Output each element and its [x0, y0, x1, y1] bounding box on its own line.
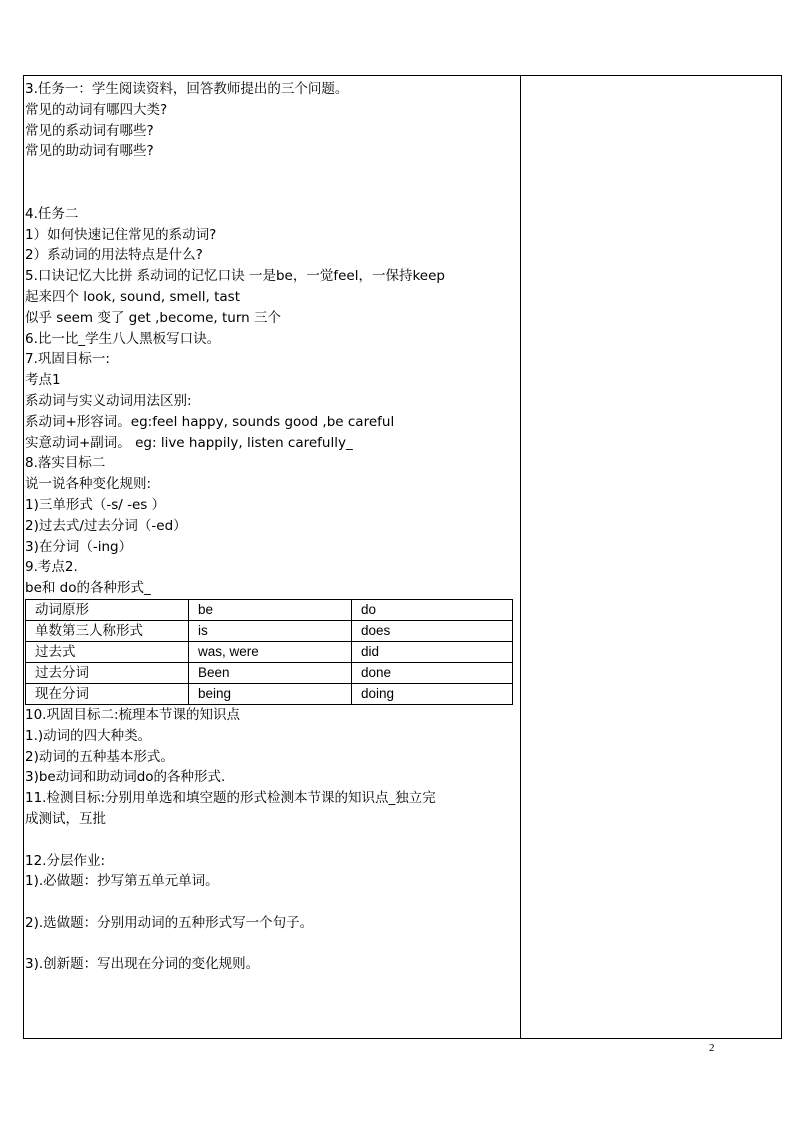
row-label: 过去分词 — [26, 662, 189, 683]
spacer — [25, 892, 519, 913]
task-10-item-3: 3)be动词和助动词do的各种形式. — [25, 769, 226, 786]
task-8-line-a: 说一说各种变化规则: — [25, 476, 152, 493]
task-12-item-1: 1).必做题：抄写第五单元单词。 — [25, 873, 219, 890]
lesson-content — [25, 79, 519, 975]
task-12-item-3: 3).创新题：写出现在分词的变化规则。 — [25, 956, 260, 973]
table-row — [26, 662, 513, 683]
be-form: Been — [189, 662, 352, 683]
task-12-item-2: 2).选做题：分别用动词的五种形式写一个句子。 — [25, 914, 314, 931]
lesson-table — [23, 75, 782, 1039]
task-3: 3.任务一：学生阅读资料，回答教师提出的三个问题。 — [25, 81, 349, 97]
task-5-line-a: 起来四个 look, sound, smell, tast — [25, 288, 240, 305]
table-row — [26, 641, 513, 662]
do-form: does — [352, 620, 513, 641]
task-8-item-3: 3)在分词（-ing） — [25, 538, 133, 555]
do-form: done — [352, 662, 513, 683]
spacer — [25, 162, 519, 183]
task-11-line-a: 11.检测目标:分别用单选和填空题的形式检测本节课的知识点_独立完 — [25, 790, 436, 807]
task-10: 10.巩固目标二:梳理本节课的知识点 — [25, 706, 241, 723]
row-label: 过去式 — [26, 641, 189, 662]
task-9-line-a: be和 do的各种形式_ — [25, 580, 151, 597]
spacer — [25, 934, 519, 955]
table-row — [26, 599, 513, 620]
verb-forms-table — [25, 599, 513, 705]
row-label: 现在分词 — [26, 683, 189, 704]
be-form: being — [189, 683, 352, 704]
column-divider — [520, 76, 521, 1038]
task-7: 7.巩固目标一: — [25, 351, 110, 368]
task-5: 5.口诀记忆大比拼 系动词的记忆口诀 一是be，一觉feel，一保持keep — [25, 268, 445, 285]
task-10-item-1: 1.)动词的四大种类。 — [25, 727, 152, 744]
row-label: 单数第三人称形式 — [26, 620, 189, 641]
task-5-line-b: 似乎 seem 变了 get ,become, turn 三个 — [25, 309, 282, 326]
task-4: 4.任务二 — [25, 205, 79, 222]
task-8-item-2: 2)过去式/过去分词（-ed） — [25, 517, 187, 534]
table-row — [26, 683, 513, 704]
spacer — [25, 830, 519, 851]
row-label: 动词原形 — [26, 599, 189, 620]
task-12: 12.分层作业: — [25, 852, 106, 869]
task-7-line-c: 实意动词+副词。 eg: live happily, listen carefully_ — [25, 434, 353, 451]
question-2: 常见的系动词有哪些? — [25, 122, 154, 139]
task-11-line-b: 成测试，互批 — [25, 810, 106, 827]
page-number: 2 — [709, 1042, 715, 1054]
table-row — [26, 620, 513, 641]
be-form: be — [189, 599, 352, 620]
task-7-line-b: 系动词+形容词。eg:feel happy, sounds good ,be careful — [25, 413, 395, 430]
task-10-item-2: 2)动词的五种基本形式。 — [25, 748, 174, 765]
exam-point-1: 考点1 — [25, 372, 61, 389]
task-9: 9.考点2. — [25, 559, 78, 576]
spacer — [25, 183, 519, 204]
be-form: is — [189, 620, 352, 641]
task-6: 6.比一比_学生八人黑板写口诀。 — [25, 330, 221, 347]
task-4-item-1: 1）如何快速记住常见的系动词? — [25, 226, 217, 243]
be-form: was, were — [189, 641, 352, 662]
do-form: do — [352, 599, 513, 620]
task-8-item-1: 1)三单形式（-s/ -es ） — [25, 496, 166, 513]
task-4-item-2: 2）系动词的用法特点是什么? — [25, 247, 203, 264]
task-7-line-a: 系动词与实义动词用法区别: — [25, 392, 192, 409]
do-form: did — [352, 641, 513, 662]
task-8: 8.落实目标二 — [25, 455, 106, 472]
question-3: 常见的助动词有哪些? — [25, 143, 154, 160]
do-form: doing — [352, 683, 513, 704]
question-1: 常见的动词有哪四大类? — [25, 101, 168, 118]
